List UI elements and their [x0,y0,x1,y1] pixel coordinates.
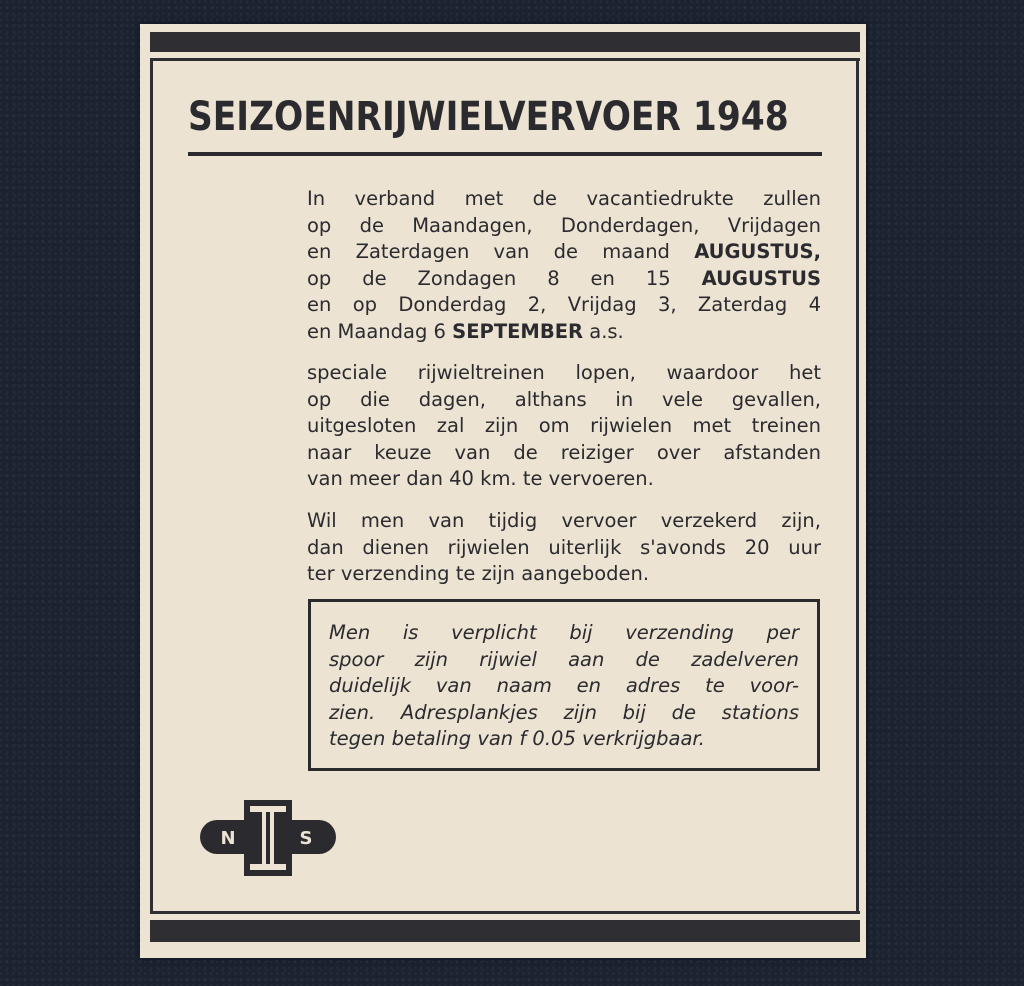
text-run: en op Donderdag 2, Vrijdag 3, Zaterdag 4 [307,293,821,316]
text-line: van meer dan 40 km. te vervoeren. [307,467,654,490]
text-run: en Maandag 6 [307,319,453,343]
text-line [307,186,821,213]
logo-letter-s: S [299,828,313,849]
text-line [307,319,821,346]
logo-letter-n: N [220,828,236,849]
bottom-border-line [150,911,860,914]
headline: SEIZOENRIJWIELVERVOER 1948 [188,94,789,140]
text-line: duidelijk van naam en adres te voor- [329,674,799,697]
text-line: spoor zijn rijwiel aan de zadelveren [329,647,799,671]
paragraph-special-trains [307,360,821,493]
paragraph-deadline [307,508,821,588]
paragraph-schedule [307,186,821,345]
text-run: op de Zondagen 8 en 15 [307,266,702,290]
ns-railway-logo-icon [200,800,336,876]
bottom-border-bar [150,920,860,942]
text-line: Men is verplicht bij verzending per [329,621,799,644]
text-run: In verband met de vacantiedrukte zullen [307,187,821,210]
text-run: op de Maandagen, Donderdagen, Vrijdagen [307,213,821,237]
headline-rule [188,152,822,156]
text-line: speciale rijwieltreinen lopen, waardoor het [307,361,821,384]
emphasis-text: SEPTEMBER [452,319,584,343]
text-line [307,266,821,293]
text-line [307,213,821,240]
emphasis-text: AUGUSTUS [701,266,821,290]
text-run: a.s. [583,319,624,343]
right-border-line [856,58,859,914]
text-line: naar keuze van de reiziger over afstanden [307,440,821,464]
text-line: tegen betaling van f 0.05 verkrijgbaar. [329,727,705,750]
text-line: op die dagen, althans in vele gevallen, [307,387,821,411]
top-border-line [150,58,860,61]
newspaper-clipping [140,24,866,958]
text-line: zien. Adresplankjes zijn bij de stations [329,700,799,724]
notice-box [308,599,820,771]
emphasis-text: AUGUSTUS, [694,240,821,263]
text-line: uitgesloten zal zijn om rijwielen met treinen [307,414,821,437]
text-line: dan dienen rijwielen uiterlijk s'avonds 20 uur [307,535,821,559]
top-border-bar [150,32,860,52]
notice-text [329,620,799,753]
left-border-line [150,58,153,914]
text-line: Wil men van tijdig vervoer verzekerd zijn, [307,509,821,532]
text-run: en Zaterdagen van de maand [307,240,695,263]
text-line: ter verzending te zijn aangeboden. [307,562,650,585]
text-line [307,239,821,266]
text-line [307,292,821,319]
